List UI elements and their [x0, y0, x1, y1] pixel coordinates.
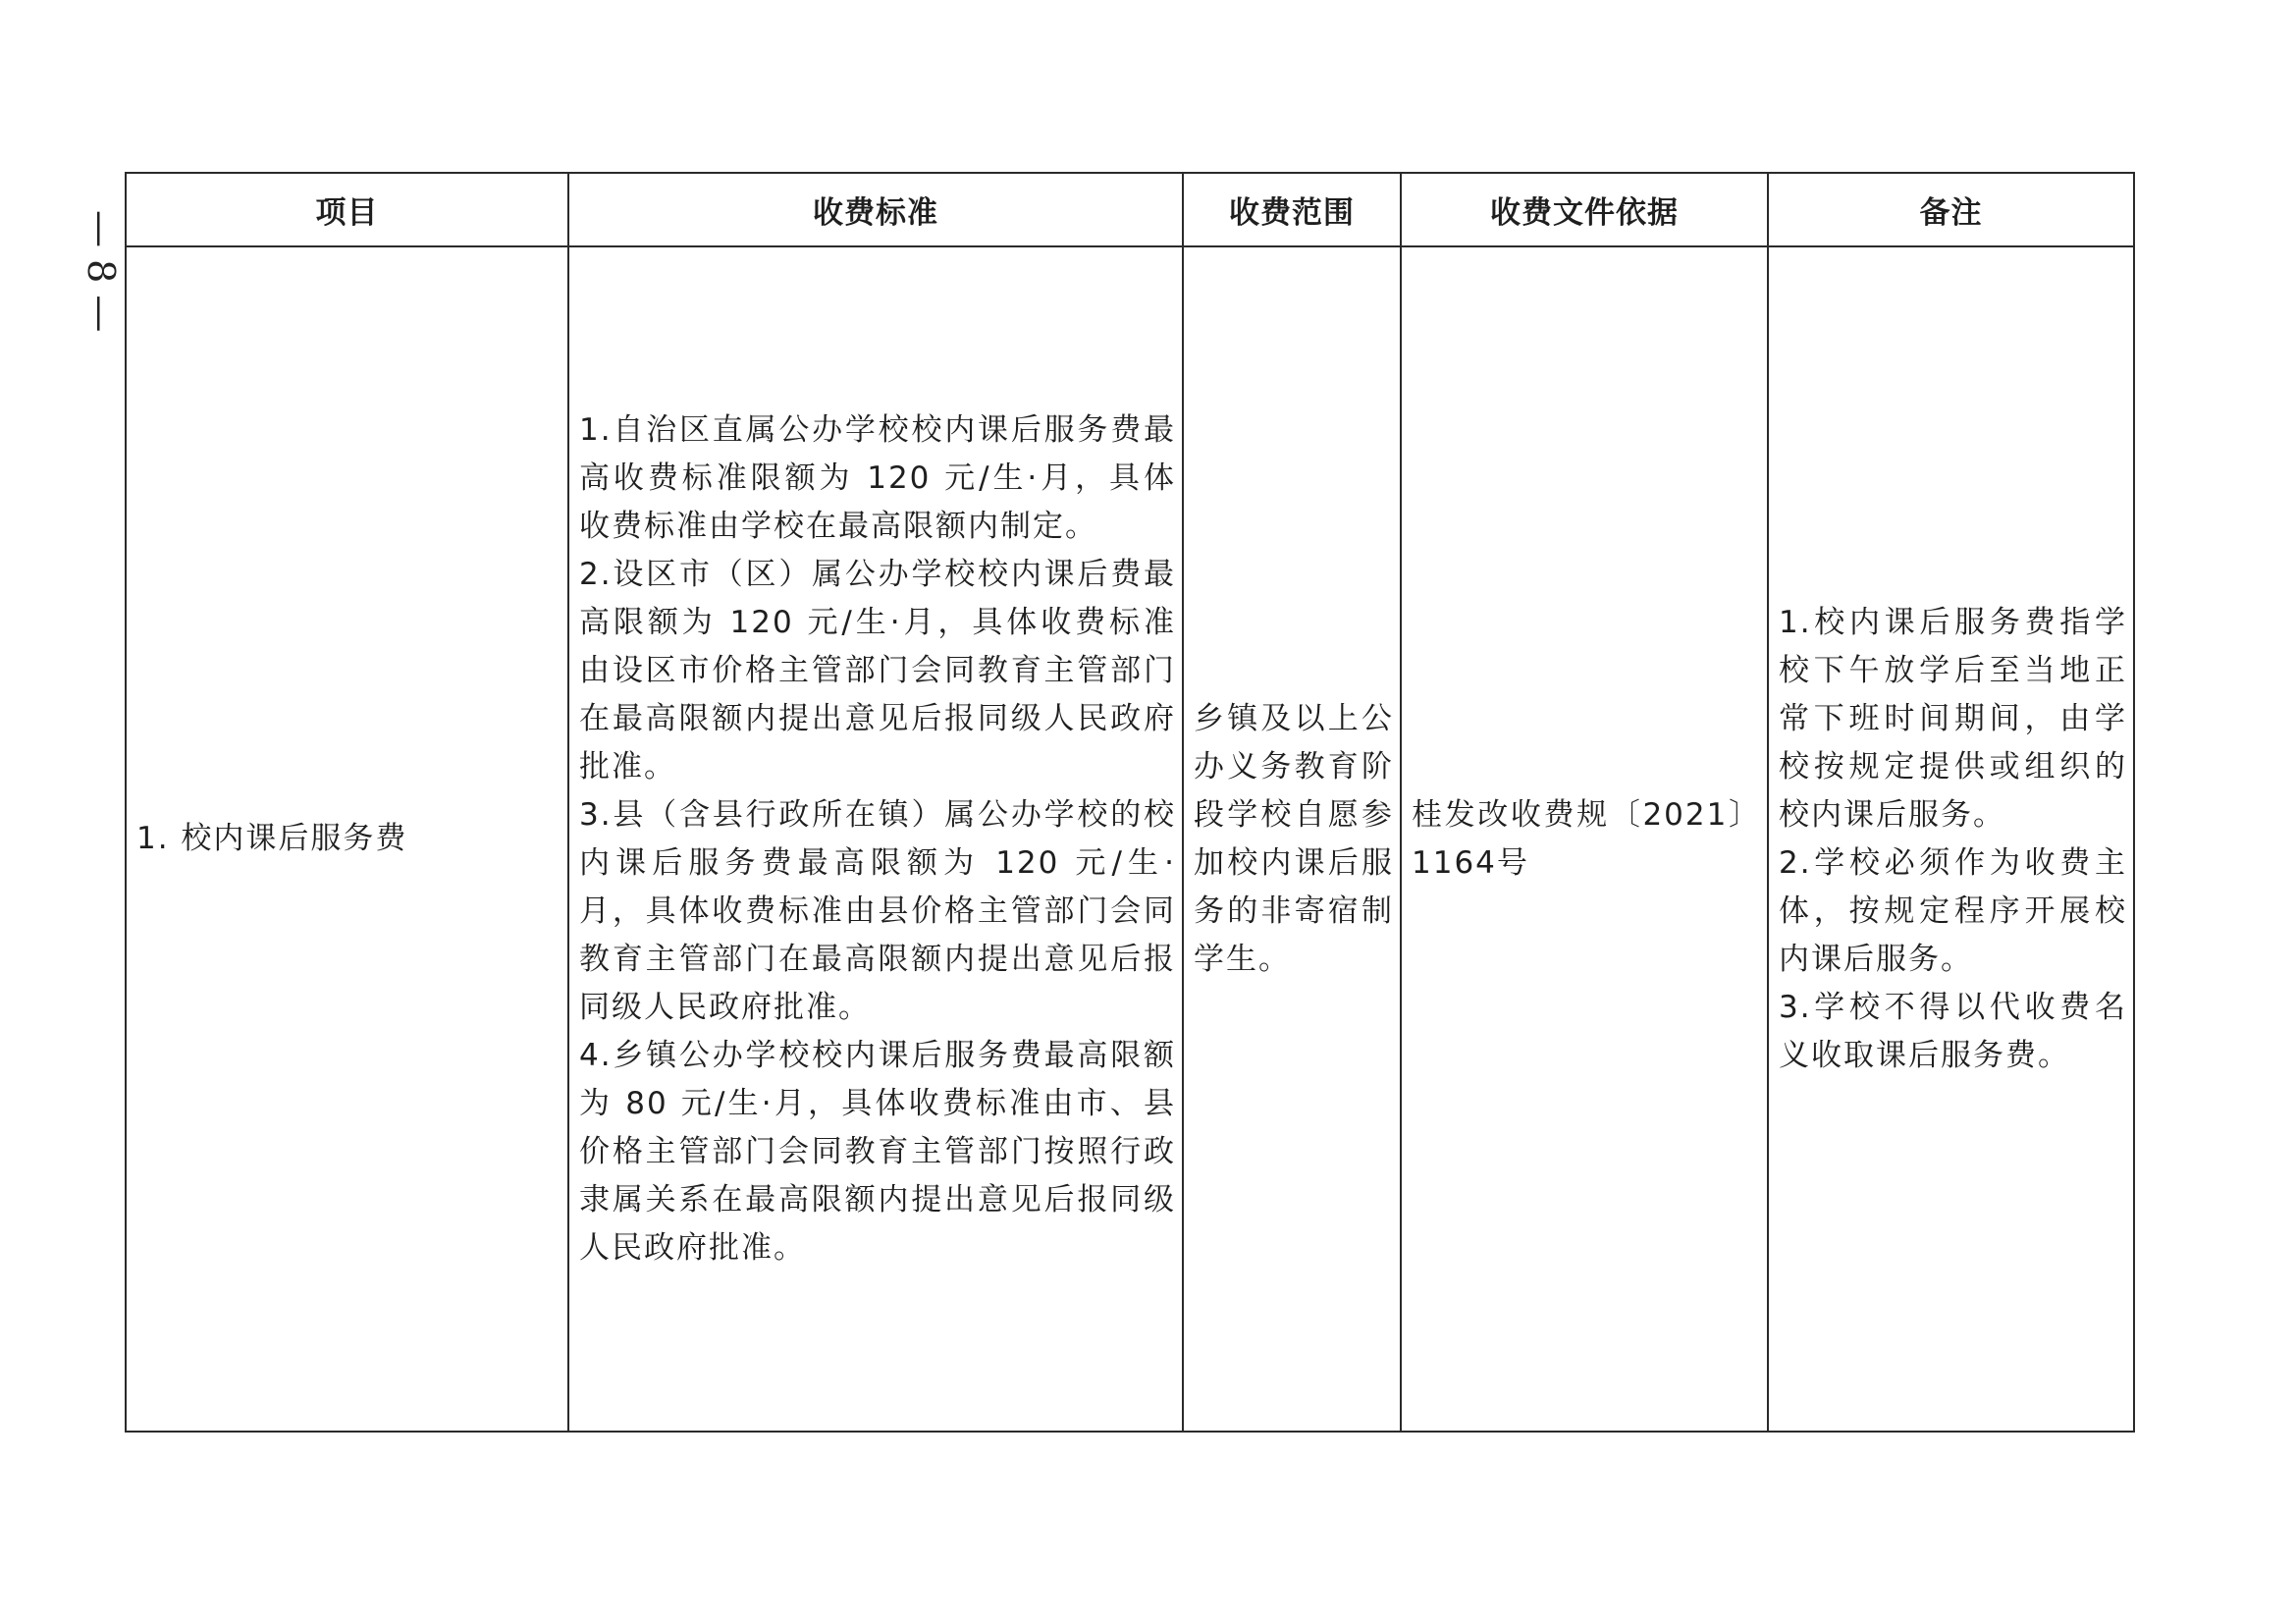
- cell-standard: [568, 246, 1183, 1432]
- note-clause: 3.学校不得以代收费名义收取课后服务费。: [1779, 989, 2127, 1073]
- header-note: 备注: [1768, 173, 2134, 246]
- cell-scope: [1183, 246, 1401, 1432]
- scope-text: 乡镇及以上公办义务教育阶段学校自愿参加校内课后服务的非寄宿制学生。: [1194, 700, 1394, 977]
- cell-note: [1768, 246, 2134, 1432]
- cell-basis: [1401, 246, 1768, 1432]
- basis-text: 桂发改收费规〔2021〕1164号: [1412, 796, 1761, 881]
- standard-clause: 3.县（含县行政所在镇）属公办学校的校内课后服务费最高限额为 120 元/生·月，具体收费标准由县价格主管部门会同教育主管部门在最高限额内提出意见后报同级人民政府批准。: [579, 796, 1176, 1025]
- fee-table: [125, 172, 2135, 1433]
- standard-clause: 2.设区市（区）属公办学校校内课后费最高限额为 120 元/生·月，具体收费标准由设区市价格主管部门会同教育主管部门在最高限额内提出意见后报同级人民政府批准。: [579, 556, 1176, 784]
- page-number: — 8 —: [80, 210, 123, 333]
- standard-clause: 4.乡镇公办学校校内课后服务费最高限额为 80 元/生·月，具体收费标准由市、县价格主管部门会同教育主管部门按照行政隶属关系在最高限额内提出意见后报同级人民政府批准。: [579, 1037, 1176, 1266]
- table-header-row: [126, 173, 2134, 246]
- header-basis: 收费文件依据: [1401, 173, 1768, 246]
- standard-clause: 1.自治区直属公办学校校内课后服务费最高收费标准限额为 120 元/生·月，具体收费标准由学校在最高限额内制定。: [579, 411, 1176, 544]
- cell-item: [126, 246, 568, 1432]
- table-row: [126, 246, 2134, 1432]
- header-standard: 收费标准: [568, 173, 1183, 246]
- header-scope: 收费范围: [1183, 173, 1401, 246]
- header-item: 项目: [126, 173, 568, 246]
- item-label: 1. 校内课后服务费: [136, 821, 408, 856]
- note-clause: 2.学校必须作为收费主体，按规定程序开展校内课后服务。: [1779, 844, 2127, 977]
- note-clause: 1.校内课后服务费指学校下午放学后至当地正常下班时间期间，由学校按规定提供或组织的校内课后服务。: [1779, 604, 2127, 833]
